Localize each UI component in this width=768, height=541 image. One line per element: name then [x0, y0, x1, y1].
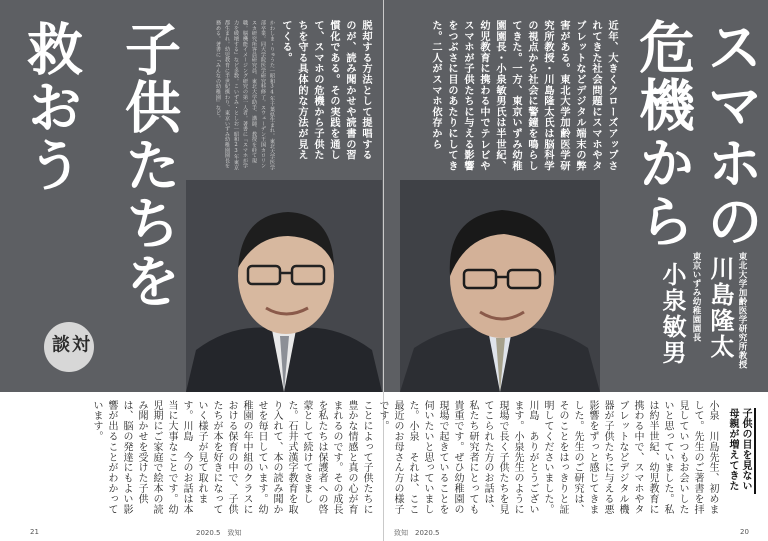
title-part-2: 危機から	[630, 18, 696, 250]
portrait-koizumi-graphic	[400, 180, 600, 392]
section-subheading: 子供の目を見ない母親が増えてきた	[727, 408, 751, 492]
speaker-2-affiliation: 東京いずみ幼稚園園長	[691, 252, 701, 342]
lede-main: 近年、大きくクローズアップされてきた社会問題にスマホやタブレットなどデジタル端末の弊害がある。東北大学加齢医学研究所教授・川島隆太氏は脳科学の視点から社会に警鐘を鳴らしてきた。一方、東京いずみ幼稚園園長・小泉敏男氏は半世紀、幼児教育に携わる中でテレビやスマホが子供たちに与える影響をつぶさに目のあたりにしてきた。二人がスマホ依存から	[430, 20, 618, 172]
subheading-rule	[754, 408, 756, 494]
photo-koizumi	[400, 180, 600, 392]
right-page-number: 20	[740, 528, 749, 536]
portrait-kawashima-graphic	[186, 180, 382, 392]
left-page-number: 21	[30, 528, 39, 536]
dialogue-badge-text: 対談	[49, 334, 90, 355]
profile-fine-print: かわしま・りゅうた｜昭和34年千葉県生まれ。東北大学医学部卒業。同大学院医学研究科修了。スウェーデン王国カロリンスカ研究所客員研究員、東北大学助手、講師、教授を経て現職。脳機能イメージング研究の第一人者。著書に『スマホが学力を破壊する』など多数。こいずみ・としお｜昭和23年東京都生まれ。幼児教育に半世紀携わり、東京いずみ幼稚園園長を務める。著書に『みんなの幼稚園』など。	[215, 20, 275, 170]
right-body-columns: 小泉 川島先生、初めまして。先生のご著書を拝見していつもお会いしたいと思っていました。私は約半世紀、幼児教育に携わる中で、スマホやタブレットなどデジタル機器が子供たちに与える悪影響をずっと感じてきました。先生のご研究は、そのことをはっきりと証明してくださいました。川島 ありがとうございます。小泉先生のように現場で長く子供たちを見てこられた方のお話は、私たち研究者にとっても貴重です。ぜひ幼稚園の現場で起きていることを伺いたいと思っていました。小泉 それは、ここ最近のお母さん方の様子です。	[377, 400, 718, 515]
speaker-2-name: 小泉敏男	[658, 262, 687, 366]
speaker-1-name: 川島隆太	[706, 256, 735, 360]
right-page	[377, 0, 768, 541]
speaker-1-affiliation: 東北大学加齢医学研究所教授	[737, 252, 747, 369]
dialogue-badge	[44, 322, 94, 372]
left-body-columns: ことによって子供たちに豊かな情感と真の心が育まれるのです。その成長を私たちは保護者への啓蒙として続けてきました。石井式漢字教育を取り入れて、本の読み聞かせを毎日しています。幼稚園の年中組のクラスにおける保育の中で、子供たちが本を好きになっていく様子が見て取れます。川島 今のお話は本当に大事なことです。幼児期にご家庭で絵本の読み聞かせを受けた子供は、脳の発達にもよい影響が出ることがわかっています。	[91, 400, 372, 515]
lede-continued: 脱却する方法として提唱するのが、読み聞かせや読書の習慣化である。その実践を通して、スマホの危機から子供たちを守る具体的な方法が見えてくる。	[280, 20, 372, 161]
title-part-4: 救おう	[18, 20, 84, 194]
title-part-1: スマホの	[698, 18, 764, 250]
left-page-label: 2020.5 致知	[196, 529, 242, 537]
photo-kawashima	[186, 180, 382, 392]
right-page-label: 致知 2020.5	[394, 529, 440, 537]
title-part-3: 子供たちを	[116, 20, 182, 310]
